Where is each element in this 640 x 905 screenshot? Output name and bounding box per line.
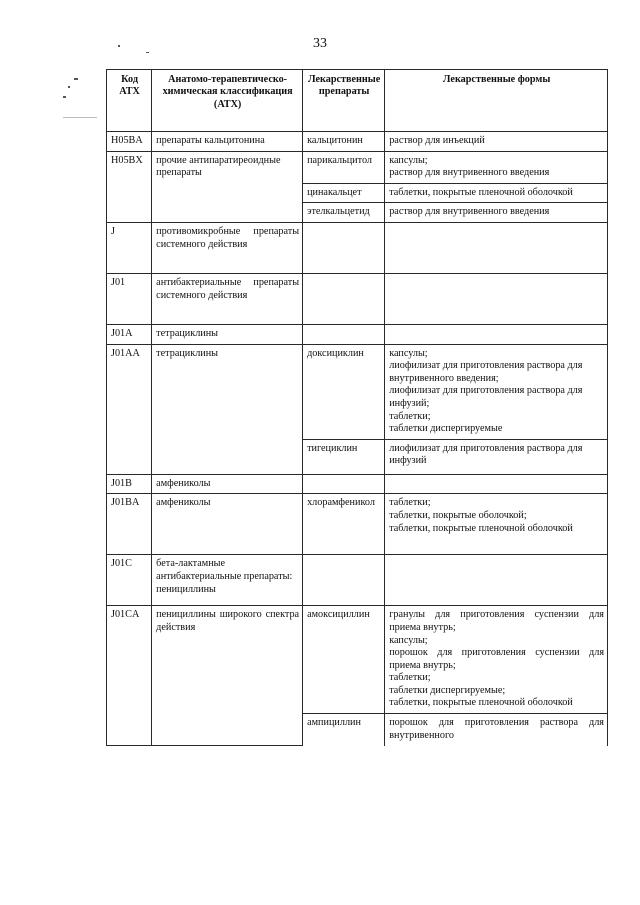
page-number: 33 bbox=[313, 36, 327, 51]
dosage-form-line: таблетки, покрытые пленочной оболочкой bbox=[389, 186, 573, 198]
atc-classification: тетрациклины bbox=[152, 344, 303, 474]
table-row bbox=[107, 273, 608, 324]
atc-classification: препараты кальцитонина bbox=[152, 132, 303, 152]
atc-classification: тетрациклины bbox=[152, 324, 303, 344]
table-row bbox=[107, 606, 608, 714]
dosage-form-line: капсулы; bbox=[389, 154, 428, 166]
drug-name: кальцитонин bbox=[303, 132, 385, 152]
table-row bbox=[107, 324, 608, 344]
dosage-form-line: таблетки; bbox=[389, 497, 431, 509]
drug-name: доксициклин bbox=[303, 344, 385, 439]
atc-classification: антибактериальные препараты системного действия bbox=[152, 273, 303, 324]
atc-classification: противомикробные препараты системного действия bbox=[152, 222, 303, 273]
atc-code: H05BA bbox=[107, 132, 152, 152]
dosage-form-line: гранулы для приготовления суспензии для приема внутрь; bbox=[389, 609, 604, 633]
dosage-forms bbox=[385, 344, 608, 439]
scan-speck bbox=[63, 96, 66, 98]
table-row bbox=[107, 132, 608, 152]
table-row bbox=[107, 344, 608, 439]
dosage-forms bbox=[385, 606, 608, 714]
dosage-forms bbox=[385, 555, 608, 606]
dosage-form-line: раствор для внутривенного введения bbox=[389, 206, 550, 218]
drug-name bbox=[303, 222, 385, 273]
dosage-form-line: лиофилизат для приготовления раствора для инфузий bbox=[389, 442, 583, 467]
scan-speck bbox=[146, 52, 149, 53]
dosage-forms bbox=[385, 151, 608, 183]
drug-name: парикальцитол bbox=[303, 151, 385, 183]
atc-code: J01AA bbox=[107, 344, 152, 474]
drug-name bbox=[303, 555, 385, 606]
dosage-form-line: раствор для инъекций bbox=[389, 135, 485, 146]
dosage-form-line: таблетки, покрытые пленочной оболочкой bbox=[389, 522, 573, 534]
header-forms: Лекарственные формы bbox=[385, 70, 608, 132]
atc-classification: прочие антипаратиреоидные препараты bbox=[152, 151, 303, 222]
dosage-form-line: порошок для приготовления суспензии для приема внутрь; bbox=[389, 647, 604, 671]
table-row bbox=[107, 222, 608, 273]
scan-speck bbox=[118, 45, 120, 47]
drug-name: ампициллин bbox=[303, 714, 385, 746]
dosage-form-line: таблетки; bbox=[389, 672, 431, 684]
dosage-form-line: таблетки диспергируемые; bbox=[389, 684, 506, 696]
table-row bbox=[107, 474, 608, 494]
dosage-forms bbox=[385, 203, 608, 223]
dosage-forms bbox=[385, 714, 608, 746]
atc-code: J01CA bbox=[107, 606, 152, 746]
dosage-forms bbox=[385, 324, 608, 344]
atc-code: J01C bbox=[107, 555, 152, 606]
dosage-form-line: таблетки диспергируемые bbox=[389, 423, 503, 435]
drug-name bbox=[303, 324, 385, 344]
dosage-form-line: капсулы; bbox=[389, 634, 428, 646]
header-classification: Анатомо-терапевтическо-химическая классификация (АТХ) bbox=[152, 70, 303, 132]
scan-speck bbox=[63, 117, 97, 118]
scan-speck bbox=[74, 78, 78, 80]
atc-code: J01A bbox=[107, 324, 152, 344]
atc-classification: бета-лактамные антибактериальные препараты: пенициллины bbox=[152, 555, 303, 606]
table-row bbox=[107, 494, 608, 555]
dosage-forms bbox=[385, 273, 608, 324]
dosage-forms bbox=[385, 183, 608, 203]
dosage-form-line: лиофилизат для приготовления раствора для инфузий; bbox=[389, 385, 583, 409]
atc-code: J01BA bbox=[107, 494, 152, 555]
table-row bbox=[107, 555, 608, 606]
dosage-forms bbox=[385, 132, 608, 152]
drug-name: тигециклин bbox=[303, 439, 385, 474]
atc-code: H05BX bbox=[107, 151, 152, 222]
drug-name: этелкальцетид bbox=[303, 203, 385, 223]
header-code: Код АТХ bbox=[107, 70, 152, 132]
dosage-form-line: порошок для приготовления раствора для внутривенного bbox=[389, 717, 604, 741]
atc-classification: амфениколы bbox=[152, 474, 303, 494]
dosage-form-line: таблетки; bbox=[389, 410, 431, 422]
atc-drug-table bbox=[106, 69, 608, 746]
table-header-row bbox=[107, 70, 608, 132]
atc-classification: пенициллины широкого спектра действия bbox=[152, 606, 303, 746]
dosage-forms bbox=[385, 494, 608, 555]
atc-code: J01 bbox=[107, 273, 152, 324]
dosage-form-line: лиофилизат для приготовления раствора для внутривенного введения; bbox=[389, 360, 583, 384]
dosage-form-line: раствор для внутривенного введения bbox=[389, 167, 550, 179]
atc-classification: амфениколы bbox=[152, 494, 303, 555]
dosage-form-line: таблетки, покрытые пленочной оболочкой bbox=[389, 697, 573, 709]
atc-code: J bbox=[107, 222, 152, 273]
table-row bbox=[107, 151, 608, 183]
drug-name bbox=[303, 474, 385, 494]
atc-code: J01B bbox=[107, 474, 152, 494]
drug-name: хлорамфеникол bbox=[303, 494, 385, 555]
header-drugs: Лекарственные препараты bbox=[303, 70, 385, 132]
drug-name bbox=[303, 273, 385, 324]
drug-name: цинакальцет bbox=[303, 183, 385, 203]
dosage-form-line: капсулы; bbox=[389, 347, 428, 359]
dosage-form-line: таблетки, покрытые оболочкой; bbox=[389, 509, 527, 521]
dosage-forms bbox=[385, 474, 608, 494]
dosage-forms bbox=[385, 222, 608, 273]
dosage-forms bbox=[385, 439, 608, 474]
drug-name: амоксициллин bbox=[303, 606, 385, 714]
scan-speck bbox=[68, 86, 70, 88]
